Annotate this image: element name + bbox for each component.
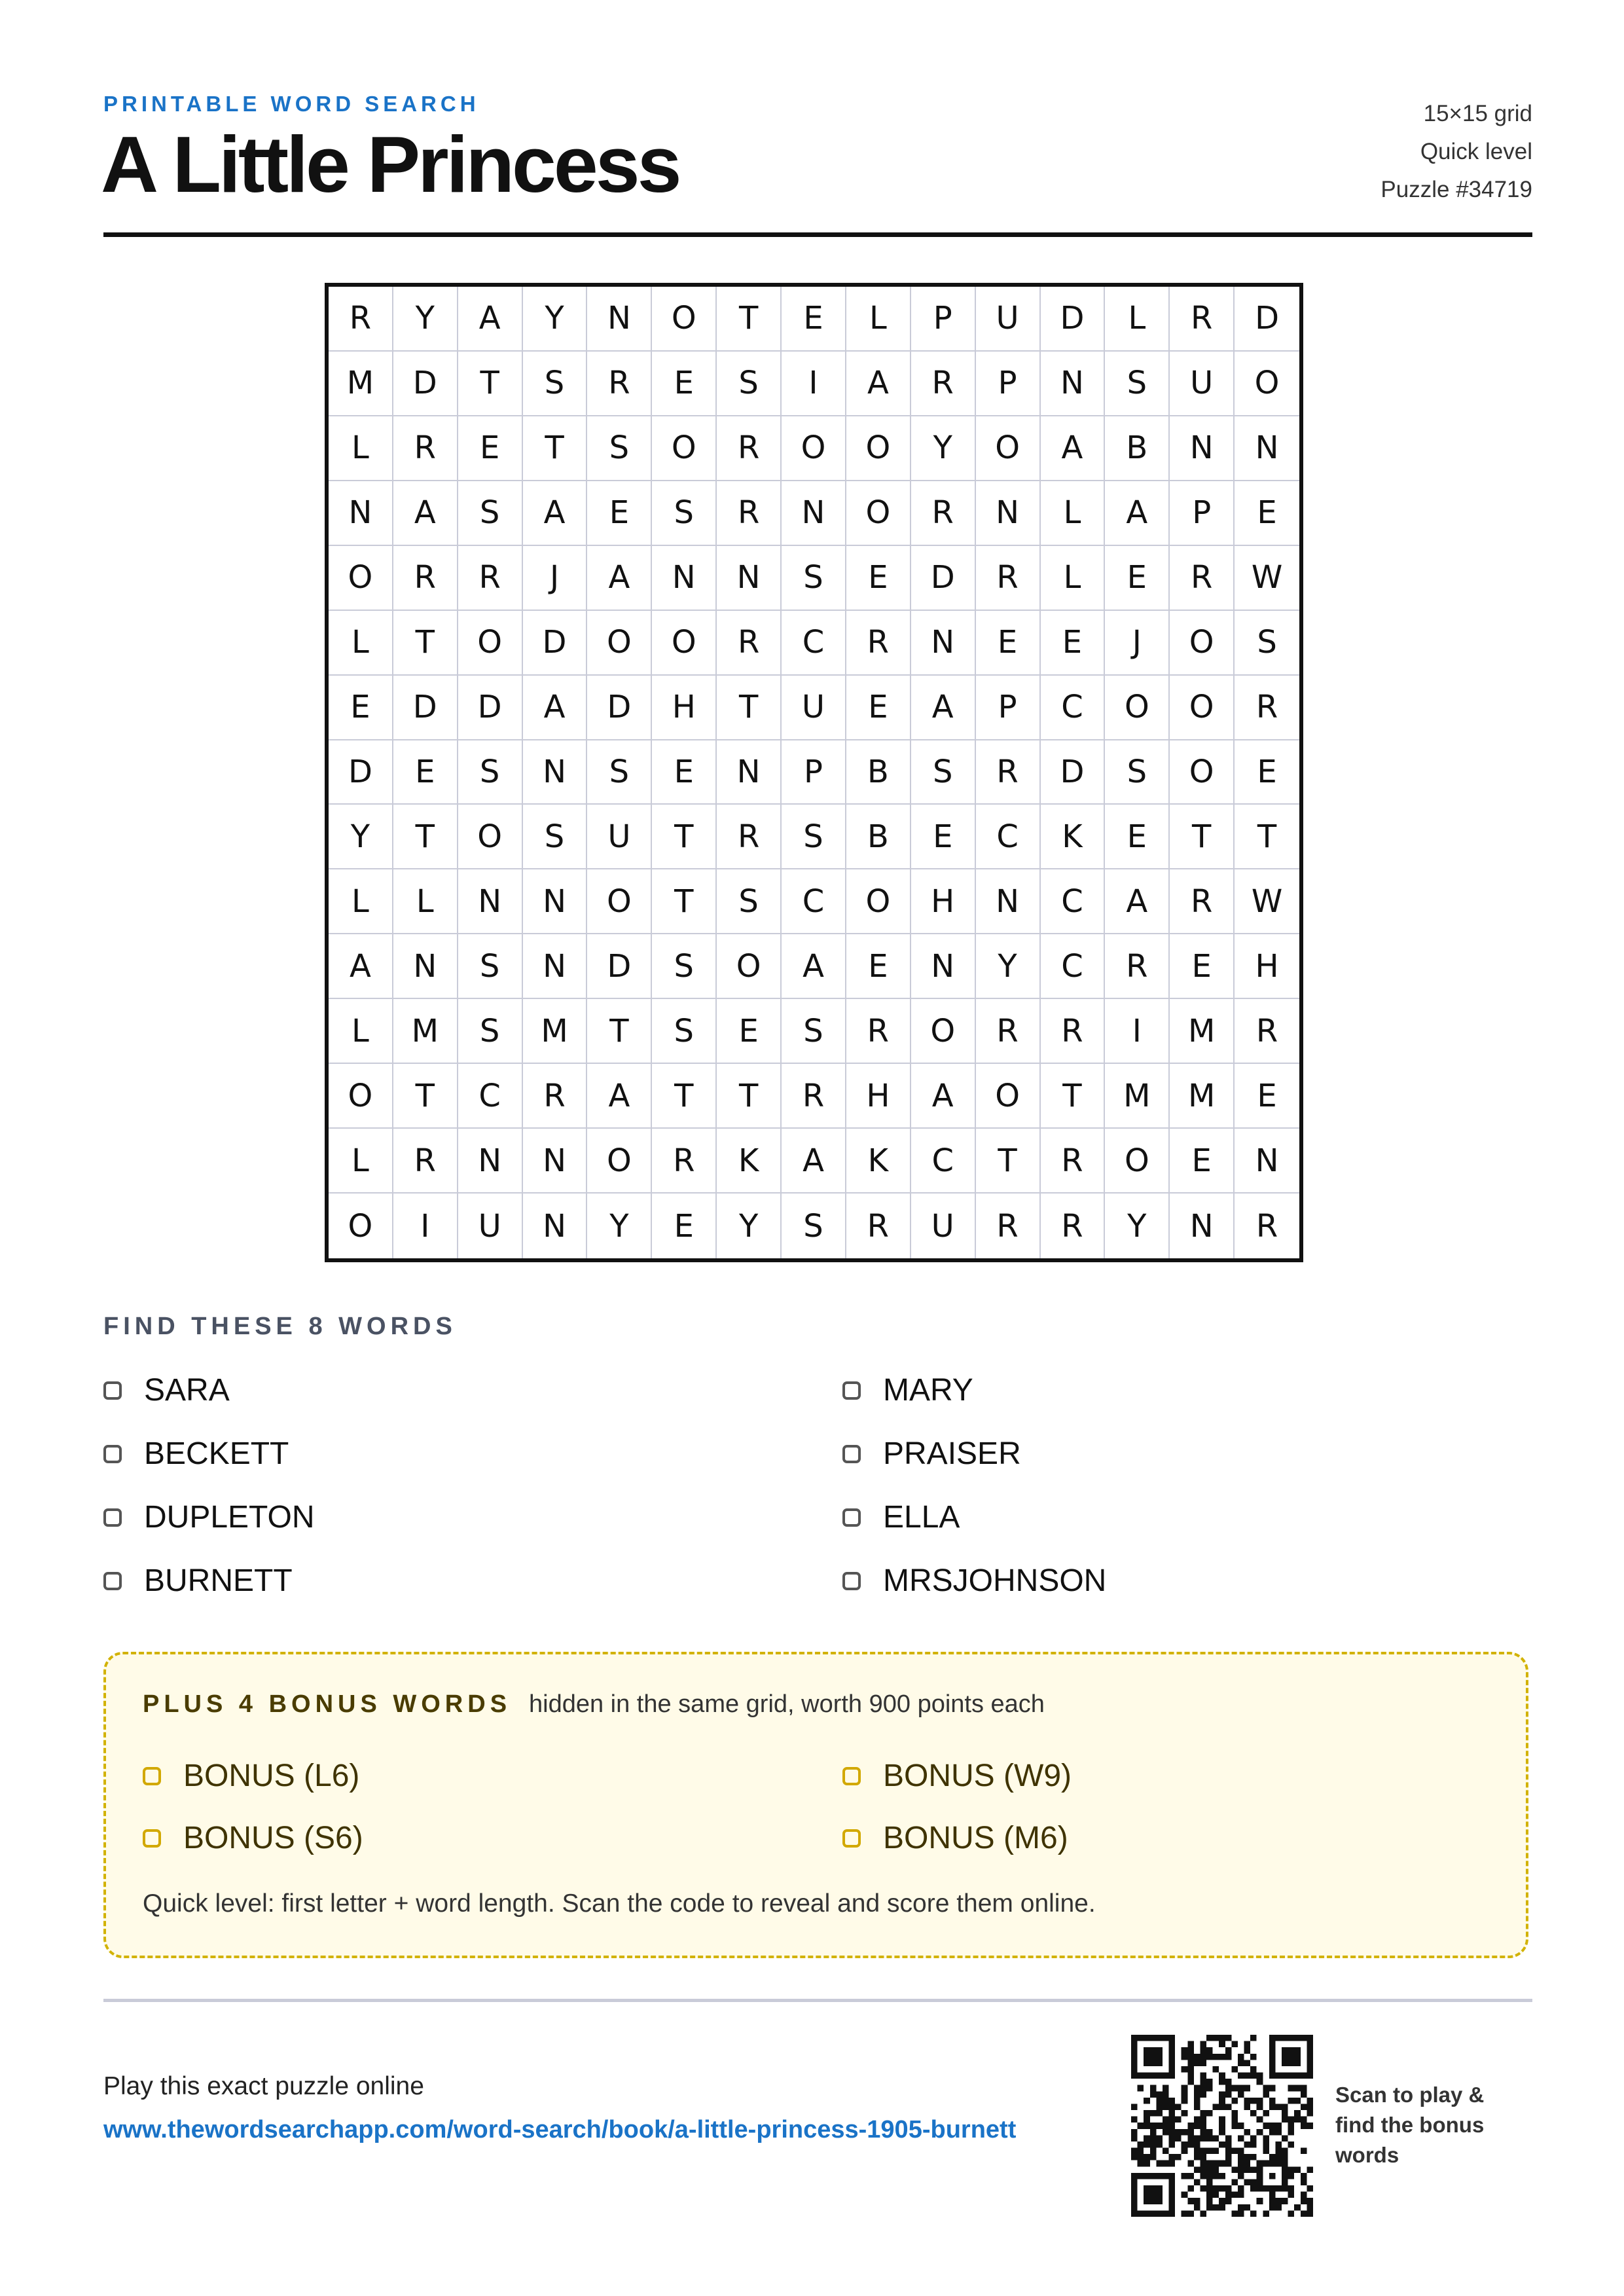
grid-cell[interactable]: T bbox=[523, 416, 588, 481]
grid-cell[interactable]: O bbox=[976, 1064, 1041, 1129]
grid-cell[interactable]: L bbox=[329, 869, 393, 934]
grid-cell[interactable]: O bbox=[717, 934, 782, 999]
grid-cell[interactable]: T bbox=[1235, 805, 1299, 869]
checkbox-icon[interactable] bbox=[842, 1381, 861, 1400]
grid-cell[interactable]: M bbox=[393, 999, 458, 1064]
grid-cell[interactable]: R bbox=[846, 1194, 911, 1258]
grid-cell[interactable]: Y bbox=[329, 805, 393, 869]
grid-cell[interactable]: Y bbox=[587, 1194, 652, 1258]
bonus-note: Quick level: first letter + word length. Scan the code to reveal and score them online. bbox=[143, 1889, 1096, 1918]
grid-cell[interactable]: Y bbox=[523, 287, 588, 352]
grid-cell[interactable]: N bbox=[1235, 1129, 1299, 1194]
puzzle-id-label: Puzzle #34719 bbox=[1380, 177, 1532, 202]
grid-cell[interactable]: P bbox=[976, 676, 1041, 740]
grid-size-label: 15×15 grid bbox=[1423, 101, 1532, 126]
checkbox-icon[interactable] bbox=[842, 1767, 861, 1785]
grid-cell[interactable]: R bbox=[587, 352, 652, 416]
bonus-word-label: BONUS (S6) bbox=[183, 1821, 363, 1855]
grid-cell[interactable]: N bbox=[523, 869, 588, 934]
grid-cell[interactable]: O bbox=[329, 1194, 393, 1258]
grid-cell[interactable]: W bbox=[1235, 546, 1299, 611]
grid-cell[interactable]: L bbox=[393, 869, 458, 934]
grid-cell[interactable]: T bbox=[393, 805, 458, 869]
grid-cell[interactable]: O bbox=[329, 1064, 393, 1129]
grid-cell[interactable]: R bbox=[393, 1129, 458, 1194]
grid-cell[interactable]: P bbox=[911, 287, 976, 352]
grid-cell[interactable]: S bbox=[587, 740, 652, 805]
qr-caption: Scan to play & find the bonus words bbox=[1335, 2083, 1485, 2167]
grid-cell[interactable]: C bbox=[1041, 869, 1106, 934]
grid-cell[interactable]: N bbox=[782, 481, 846, 546]
grid-cell[interactable]: O bbox=[1170, 676, 1235, 740]
kicker-label: PRINTABLE WORD SEARCH bbox=[103, 92, 480, 116]
grid-cell[interactable]: E bbox=[652, 352, 717, 416]
word-label: DUPLETON bbox=[144, 1500, 315, 1535]
grid-cell[interactable]: M bbox=[1170, 999, 1235, 1064]
grid-cell[interactable]: O bbox=[652, 611, 717, 676]
puzzle-meta bbox=[1205, 95, 1532, 209]
grid-cell[interactable]: O bbox=[329, 546, 393, 611]
grid-cell[interactable]: L bbox=[329, 999, 393, 1064]
word-item[interactable] bbox=[842, 1499, 960, 1535]
checkbox-icon[interactable] bbox=[143, 1829, 161, 1848]
checkbox-icon[interactable] bbox=[103, 1445, 122, 1463]
grid-cell[interactable]: T bbox=[652, 1064, 717, 1129]
word-item[interactable] bbox=[103, 1372, 230, 1408]
grid-cell[interactable]: L bbox=[329, 1129, 393, 1194]
grid-cell[interactable]: L bbox=[846, 287, 911, 352]
grid-cell[interactable]: R bbox=[911, 352, 976, 416]
word-label: BURNETT bbox=[144, 1563, 293, 1598]
grid-cell[interactable]: R bbox=[1041, 1129, 1106, 1194]
grid-cell[interactable]: U bbox=[782, 676, 846, 740]
grid-cell[interactable]: E bbox=[1105, 805, 1170, 869]
grid-cell[interactable]: E bbox=[1041, 611, 1106, 676]
grid-cell[interactable]: N bbox=[523, 740, 588, 805]
grid-cell[interactable]: U bbox=[587, 805, 652, 869]
grid-cell[interactable]: O bbox=[652, 416, 717, 481]
word-label: PRAISER bbox=[883, 1436, 1021, 1471]
grid-cell[interactable]: N bbox=[976, 481, 1041, 546]
grid-cell[interactable]: T bbox=[652, 805, 717, 869]
grid-cell[interactable]: O bbox=[587, 1129, 652, 1194]
grid-cell[interactable]: O bbox=[1105, 676, 1170, 740]
grid-cell[interactable]: D bbox=[458, 676, 523, 740]
grid-cell[interactable]: N bbox=[458, 1129, 523, 1194]
grid-cell[interactable]: N bbox=[1170, 1194, 1235, 1258]
grid-cell[interactable]: R bbox=[1105, 934, 1170, 999]
grid-cell[interactable]: U bbox=[458, 1194, 523, 1258]
checkbox-icon[interactable] bbox=[842, 1829, 861, 1848]
grid-cell[interactable]: Y bbox=[1105, 1194, 1170, 1258]
grid-cell[interactable]: S bbox=[782, 805, 846, 869]
grid-cell[interactable]: E bbox=[846, 546, 911, 611]
grid-cell[interactable]: K bbox=[846, 1129, 911, 1194]
find-words-heading: FIND THESE 8 WORDS bbox=[103, 1313, 457, 1340]
grid-cell[interactable]: D bbox=[911, 546, 976, 611]
grid-cell[interactable]: T bbox=[393, 611, 458, 676]
grid-cell[interactable]: E bbox=[1170, 1129, 1235, 1194]
checkbox-icon[interactable] bbox=[103, 1508, 122, 1527]
grid-cell[interactable]: T bbox=[717, 287, 782, 352]
grid-cell[interactable]: R bbox=[976, 999, 1041, 1064]
grid-cell[interactable]: R bbox=[782, 1064, 846, 1129]
checkbox-icon[interactable] bbox=[842, 1508, 861, 1527]
grid-cell[interactable]: A bbox=[458, 287, 523, 352]
grid-cell[interactable]: C bbox=[911, 1129, 976, 1194]
grid-cell[interactable]: R bbox=[1041, 999, 1106, 1064]
grid-cell[interactable]: R bbox=[976, 1194, 1041, 1258]
checkbox-icon[interactable] bbox=[103, 1381, 122, 1400]
grid-cell[interactable]: S bbox=[652, 934, 717, 999]
grid-cell[interactable]: Y bbox=[911, 416, 976, 481]
grid-cell[interactable]: R bbox=[1235, 999, 1299, 1064]
grid-cell[interactable]: T bbox=[1170, 805, 1235, 869]
grid-cell[interactable]: O bbox=[846, 481, 911, 546]
grid-cell[interactable]: E bbox=[976, 611, 1041, 676]
grid-cell[interactable]: P bbox=[782, 740, 846, 805]
word-item[interactable] bbox=[103, 1499, 315, 1535]
grid-cell[interactable]: M bbox=[1105, 1064, 1170, 1129]
grid-cell[interactable]: S bbox=[523, 805, 588, 869]
grid-cell[interactable]: E bbox=[846, 676, 911, 740]
grid-cell[interactable]: R bbox=[1170, 546, 1235, 611]
grid-cell[interactable]: B bbox=[846, 805, 911, 869]
grid-cell[interactable]: A bbox=[329, 934, 393, 999]
grid-cell[interactable]: C bbox=[782, 611, 846, 676]
grid-cell[interactable]: R bbox=[393, 546, 458, 611]
grid-cell[interactable]: A bbox=[1105, 869, 1170, 934]
grid-cell[interactable]: S bbox=[458, 934, 523, 999]
qr-code-icon[interactable] bbox=[1131, 2035, 1313, 2217]
grid-cell[interactable]: L bbox=[1105, 287, 1170, 352]
grid-cell[interactable]: N bbox=[1170, 416, 1235, 481]
grid-cell[interactable]: E bbox=[1105, 546, 1170, 611]
grid-cell[interactable]: L bbox=[329, 611, 393, 676]
grid-cell[interactable]: S bbox=[458, 999, 523, 1064]
bonus-word-label: BONUS (L6) bbox=[183, 1758, 360, 1793]
checkbox-icon[interactable] bbox=[103, 1572, 122, 1590]
grid-cell[interactable]: T bbox=[587, 999, 652, 1064]
grid-cell[interactable]: R bbox=[717, 481, 782, 546]
grid-cell[interactable]: L bbox=[1041, 481, 1106, 546]
grid-cell[interactable]: M bbox=[1170, 1064, 1235, 1129]
bonus-word-label: BONUS (M6) bbox=[883, 1821, 1068, 1855]
page-title: A Little Princess bbox=[101, 120, 679, 209]
grid-cell[interactable]: O bbox=[1235, 352, 1299, 416]
grid-cell[interactable]: D bbox=[587, 934, 652, 999]
grid-cell[interactable]: N bbox=[458, 869, 523, 934]
grid-cell[interactable]: I bbox=[393, 1194, 458, 1258]
bonus-subtitle: hidden in the same grid, worth 900 points each bbox=[529, 1690, 1045, 1718]
grid-cell[interactable]: S bbox=[782, 999, 846, 1064]
grid-cell[interactable]: O bbox=[458, 805, 523, 869]
grid-cell[interactable]: E bbox=[587, 481, 652, 546]
grid-cell[interactable]: D bbox=[587, 676, 652, 740]
word-label: SARA bbox=[144, 1373, 230, 1408]
grid-cell[interactable]: T bbox=[1041, 1064, 1106, 1129]
grid-cell[interactable]: H bbox=[652, 676, 717, 740]
checkbox-icon[interactable] bbox=[842, 1572, 861, 1590]
grid-cell[interactable]: R bbox=[1170, 869, 1235, 934]
grid-cell[interactable]: E bbox=[1235, 481, 1299, 546]
grid-cell[interactable]: O bbox=[846, 869, 911, 934]
grid-cell[interactable]: H bbox=[911, 869, 976, 934]
grid-cell[interactable]: T bbox=[458, 352, 523, 416]
grid-cell[interactable]: H bbox=[1235, 934, 1299, 999]
grid-cell[interactable]: L bbox=[329, 416, 393, 481]
bonus-word-label: BONUS (W9) bbox=[883, 1758, 1072, 1793]
grid-cell[interactable]: C bbox=[1041, 676, 1106, 740]
grid-cell[interactable]: S bbox=[1235, 611, 1299, 676]
grid-cell[interactable]: K bbox=[717, 1129, 782, 1194]
grid-cell[interactable]: N bbox=[587, 287, 652, 352]
word-label: MRSJOHNSON bbox=[883, 1563, 1107, 1598]
grid-cell[interactable]: A bbox=[393, 481, 458, 546]
grid-cell[interactable]: H bbox=[846, 1064, 911, 1129]
word-label: MARY bbox=[883, 1373, 973, 1408]
grid-cell[interactable]: C bbox=[1041, 934, 1106, 999]
grid-cell[interactable]: D bbox=[393, 676, 458, 740]
grid-cell[interactable]: N bbox=[393, 934, 458, 999]
grid-cell[interactable]: R bbox=[329, 287, 393, 352]
grid-cell[interactable]: N bbox=[911, 611, 976, 676]
grid-cell[interactable]: E bbox=[911, 805, 976, 869]
grid-cell[interactable]: M bbox=[523, 999, 588, 1064]
grid-cell[interactable]: S bbox=[911, 740, 976, 805]
bonus-word-item[interactable] bbox=[842, 1820, 1068, 1856]
grid-cell[interactable]: N bbox=[523, 1129, 588, 1194]
grid-cell[interactable]: R bbox=[652, 1129, 717, 1194]
grid-cell[interactable]: A bbox=[1105, 481, 1170, 546]
grid-cell[interactable]: U bbox=[976, 287, 1041, 352]
checkbox-icon[interactable] bbox=[143, 1767, 161, 1785]
grid-cell[interactable]: W bbox=[1235, 869, 1299, 934]
grid-cell[interactable]: C bbox=[782, 869, 846, 934]
grid-cell[interactable]: S bbox=[458, 481, 523, 546]
grid-cell[interactable]: R bbox=[523, 1064, 588, 1129]
grid-cell[interactable]: R bbox=[458, 546, 523, 611]
grid-cell[interactable]: N bbox=[652, 546, 717, 611]
grid-cell[interactable]: P bbox=[976, 352, 1041, 416]
grid-cell[interactable]: R bbox=[393, 416, 458, 481]
word-item[interactable] bbox=[103, 1563, 293, 1599]
grid-cell[interactable]: R bbox=[1255, 1207, 1278, 1245]
grid-cell[interactable]: A bbox=[846, 352, 911, 416]
grid-cell[interactable]: O bbox=[1170, 611, 1235, 676]
grid-cell[interactable]: N bbox=[911, 934, 976, 999]
grid-cell[interactable]: N bbox=[717, 546, 782, 611]
grid-cell[interactable]: S bbox=[458, 740, 523, 805]
grid-cell[interactable]: K bbox=[1041, 805, 1106, 869]
grid-cell[interactable]: R bbox=[976, 546, 1041, 611]
grid-cell[interactable]: R bbox=[1235, 676, 1299, 740]
grid-cell[interactable]: E bbox=[458, 416, 523, 481]
grid-cell[interactable]: O bbox=[458, 611, 523, 676]
grid-cell[interactable]: S bbox=[717, 352, 782, 416]
grid-cell[interactable]: E bbox=[782, 287, 846, 352]
grid-cell[interactable]: A bbox=[587, 1064, 652, 1129]
grid-cell[interactable]: M bbox=[329, 352, 393, 416]
grid-cell[interactable]: E bbox=[846, 934, 911, 999]
grid-cell[interactable]: N bbox=[1235, 416, 1299, 481]
grid-cell[interactable]: R bbox=[1041, 1194, 1106, 1258]
grid-cell[interactable]: T bbox=[717, 676, 782, 740]
grid-cell[interactable]: O bbox=[782, 416, 846, 481]
grid-cell[interactable]: N bbox=[523, 1194, 588, 1258]
grid-cell[interactable]: T bbox=[976, 1129, 1041, 1194]
grid-cell[interactable]: J bbox=[1105, 611, 1170, 676]
grid-cell[interactable]: A bbox=[911, 1064, 976, 1129]
grid-cell[interactable]: D bbox=[329, 740, 393, 805]
grid-cell[interactable]: B bbox=[1105, 416, 1170, 481]
grid-cell[interactable]: O bbox=[1105, 1129, 1170, 1194]
word-item[interactable] bbox=[842, 1372, 973, 1408]
grid-cell[interactable]: C bbox=[458, 1064, 523, 1129]
grid-cell[interactable]: C bbox=[976, 805, 1041, 869]
grid-cell[interactable]: S bbox=[587, 416, 652, 481]
bonus-heading: PLUS 4 BONUS WORDS bbox=[143, 1690, 512, 1718]
bonus-word-item[interactable] bbox=[143, 1758, 359, 1794]
grid-cell[interactable]: A bbox=[782, 1129, 846, 1194]
word-search-grid[interactable] bbox=[325, 283, 1303, 1262]
grid-cell[interactable]: E bbox=[652, 1194, 717, 1258]
grid-cell[interactable]: E bbox=[1170, 934, 1235, 999]
grid-cell[interactable]: R bbox=[717, 611, 782, 676]
grid-cell[interactable]: Y bbox=[976, 934, 1041, 999]
grid-cell[interactable]: T bbox=[717, 1064, 782, 1129]
grid-cell[interactable]: A bbox=[1041, 416, 1106, 481]
grid-cell[interactable]: A bbox=[587, 546, 652, 611]
grid-cell[interactable]: S bbox=[652, 481, 717, 546]
word-label: ELLA bbox=[883, 1500, 960, 1535]
word-item[interactable] bbox=[842, 1563, 1106, 1599]
grid-cell[interactable]: N bbox=[523, 934, 588, 999]
grid-cell[interactable]: T bbox=[393, 1064, 458, 1129]
grid-cell[interactable]: E bbox=[1235, 740, 1299, 805]
grid-cell[interactable]: N bbox=[976, 869, 1041, 934]
grid-cell[interactable]: O bbox=[976, 416, 1041, 481]
grid-cell[interactable]: S bbox=[523, 352, 588, 416]
grid-cell[interactable]: R bbox=[717, 416, 782, 481]
grid-cell[interactable]: L bbox=[1041, 546, 1106, 611]
word-item[interactable] bbox=[103, 1436, 289, 1472]
grid-cell[interactable]: O bbox=[1170, 740, 1235, 805]
grid-cell[interactable]: R bbox=[717, 805, 782, 869]
grid-cell[interactable]: N bbox=[717, 740, 782, 805]
grid-cell[interactable]: E bbox=[393, 740, 458, 805]
grid-cell[interactable]: D bbox=[1041, 740, 1106, 805]
grid-cell[interactable]: R bbox=[1170, 287, 1235, 352]
grid-cell[interactable]: R bbox=[846, 611, 911, 676]
word-item[interactable] bbox=[842, 1436, 1021, 1472]
bonus-word-item[interactable] bbox=[143, 1820, 363, 1856]
grid-cell[interactable]: A bbox=[911, 676, 976, 740]
grid-cell[interactable]: O bbox=[587, 611, 652, 676]
grid-cell[interactable]: D bbox=[393, 352, 458, 416]
bonus-word-item[interactable] bbox=[842, 1758, 1072, 1794]
grid-cell[interactable]: Y bbox=[717, 1194, 782, 1258]
grid-cell[interactable]: D bbox=[1041, 287, 1106, 352]
grid-cell[interactable]: S bbox=[782, 1194, 846, 1258]
grid-cell[interactable]: P bbox=[1170, 481, 1235, 546]
grid-cell[interactable]: E bbox=[652, 740, 717, 805]
grid-cell[interactable]: A bbox=[782, 934, 846, 999]
grid-cell[interactable]: O bbox=[652, 287, 717, 352]
grid-cell[interactable]: U bbox=[911, 1194, 976, 1258]
grid-cell[interactable]: T bbox=[652, 869, 717, 934]
grid-cell[interactable]: D bbox=[523, 611, 588, 676]
grid-cell[interactable]: R bbox=[976, 740, 1041, 805]
grid-cell[interactable]: B bbox=[846, 740, 911, 805]
grid-cell[interactable]: A bbox=[523, 481, 588, 546]
grid-cell[interactable]: S bbox=[1105, 740, 1170, 805]
grid-cell[interactable]: Y bbox=[393, 287, 458, 352]
grid-cell[interactable]: R bbox=[846, 999, 911, 1064]
grid-cell[interactable]: A bbox=[523, 676, 588, 740]
grid-cell[interactable]: O bbox=[587, 869, 652, 934]
grid-cell[interactable]: N bbox=[329, 481, 393, 546]
header-divider bbox=[103, 232, 1532, 237]
footer-divider bbox=[103, 1999, 1532, 2002]
grid-cell[interactable]: S bbox=[652, 999, 717, 1064]
grid-cell[interactable]: E bbox=[329, 676, 393, 740]
grid-cell[interactable]: N bbox=[1041, 352, 1106, 416]
grid-cell[interactable]: O bbox=[911, 999, 976, 1064]
puzzle-url-link[interactable]: www.thewordsearchapp.com/word-search/book/a-little-princess-1905-burnett bbox=[103, 2116, 1017, 2143]
grid-cell[interactable]: S bbox=[1105, 352, 1170, 416]
checkbox-icon[interactable] bbox=[842, 1445, 861, 1463]
play-online-label: Play this exact puzzle online bbox=[103, 2072, 424, 2100]
grid-cell[interactable]: J bbox=[523, 546, 588, 611]
grid-cell[interactable]: O bbox=[846, 416, 911, 481]
grid-cell[interactable]: E bbox=[1235, 1064, 1299, 1129]
grid-cell[interactable]: S bbox=[717, 869, 782, 934]
grid-cell[interactable]: I bbox=[782, 352, 846, 416]
grid-cell[interactable]: I bbox=[1105, 999, 1170, 1064]
level-label: Quick level bbox=[1420, 139, 1532, 164]
grid-cell[interactable]: S bbox=[782, 546, 846, 611]
grid-cell[interactable]: E bbox=[717, 999, 782, 1064]
grid-cell[interactable]: D bbox=[1235, 287, 1299, 352]
grid-cell[interactable]: R bbox=[911, 481, 976, 546]
word-label: BECKETT bbox=[144, 1436, 289, 1471]
grid-cell[interactable]: U bbox=[1170, 352, 1235, 416]
